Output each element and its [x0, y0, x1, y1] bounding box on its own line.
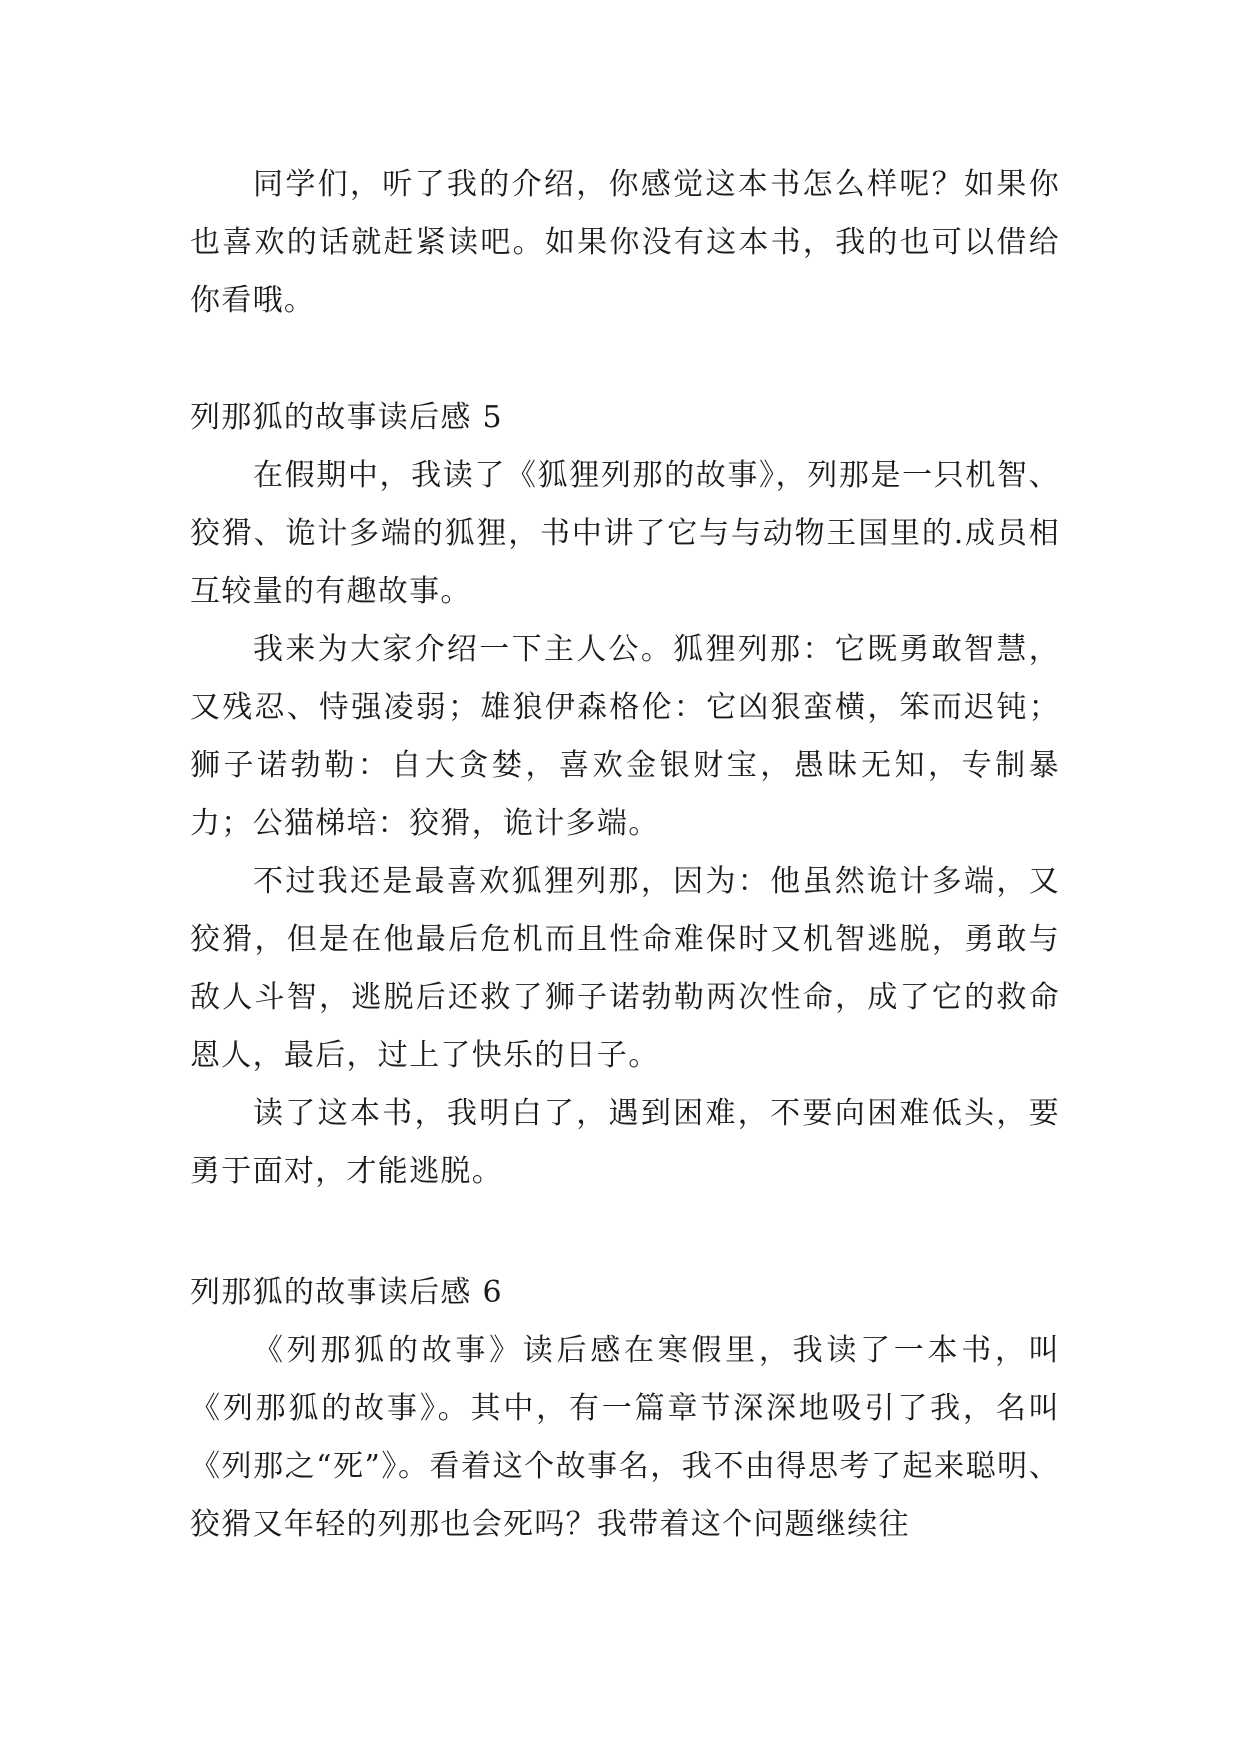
section-6-heading: 列那狐的故事读后感 6 — [190, 1275, 503, 1310]
intro-section — [190, 156, 1060, 330]
section-6 — [190, 1264, 1060, 1554]
section-5-paragraph-4: 读了这本书，我明白了，遇到困难，不要向困难低头，要勇于面对，才能逃脱。 — [190, 1096, 1060, 1189]
section-5-paragraph-1: 在假期中，我读了《狐狸列那的故事》，列那是一只机智、狡猾、诡计多端的狐狸，书中讲了它与与动物王国里的.成员相互较量的有趣故事。 — [190, 458, 1060, 609]
section-6-paragraph-1: 《列那狐的故事》读后感在寒假里，我读了一本书，叫《列那狐的故事》。其中，有一篇章节深深地吸引了我，名叫《列那之“死”》。看着这个故事名，我不由得思考了起来聪明、狡猾又年轻的列那也会死吗？我带着这个问题继续往 — [190, 1333, 1060, 1542]
section-5 — [190, 389, 1060, 1201]
section-5-paragraph-2: 我来为大家介绍一下主人公。狐狸列那：它既勇敢智慧，又残忍、恃强凌弱；雄狼伊森格伦：它凶狠蛮横，笨而迟钝；狮子诺勃勒：自大贪婪，喜欢金银财宝，愚昧无知，专制暴力；公猫梯培：狡猾，诡计多端。 — [190, 632, 1060, 841]
intro-paragraph: 同学们，听了我的介绍，你感觉这本书怎么样呢？如果你也喜欢的话就赶紧读吧。如果你没有这本书，我的也可以借给你看哦。 — [190, 167, 1060, 318]
section-5-paragraph-3: 不过我还是最喜欢狐狸列那，因为：他虽然诡计多端，又狡猾，但是在他最后危机而且性命难保时又机智逃脱，勇敢与敌人斗智，逃脱后还救了狮子诺勃勒两次性命，成了它的救命恩人，最后，过上了快乐的日子。 — [190, 864, 1060, 1073]
section-5-heading: 列那狐的故事读后感 5 — [190, 400, 503, 435]
